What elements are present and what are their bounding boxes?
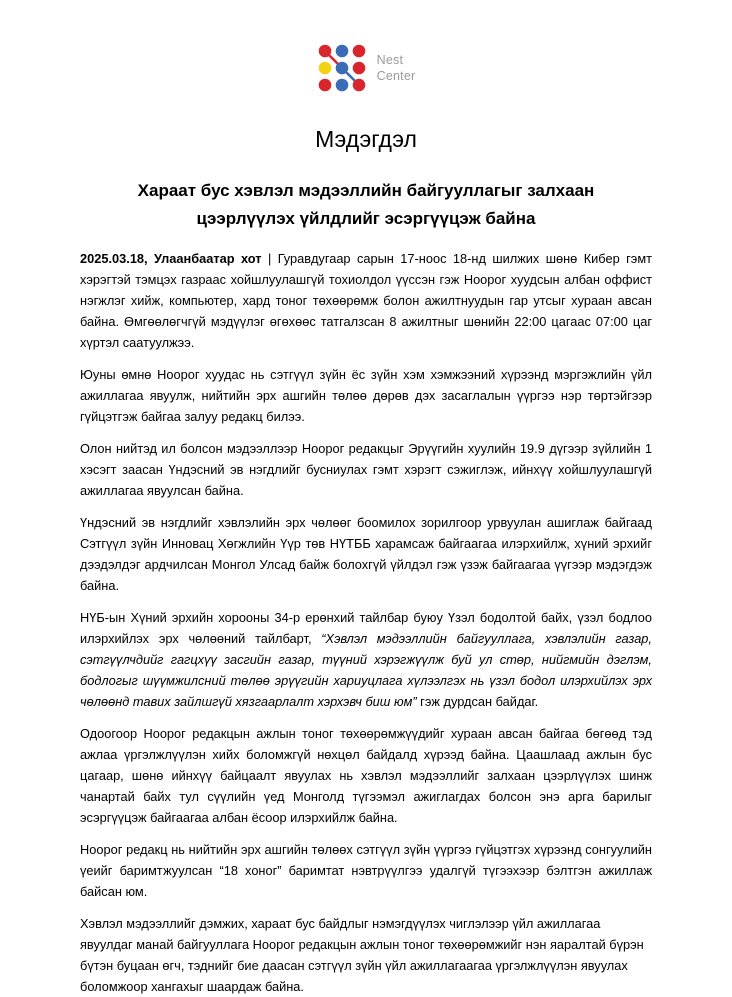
paragraph-5: [80, 607, 652, 712]
paragraph-7-text: Ноорог редакц нь нийтийн эрх ашгийн төлөөх сэтгүүл зүйн үүргээ гүйцэтгэх хүрээнд сонгуулийн үеийг баримтжуулсан “18 хоног” баримтат нэвтрүүлгээ удалгүй түгээхээр бэлтгэн ажиллаж байсан юм.: [80, 842, 652, 899]
paragraph-5-quote: “Хэвлэл мэдээллийн байгууллага, хэвлэлийн газар, сэтгүүлчдийг гагцхүү засгийн газар, түүний хэрэгжүүлж буй ул стөр, нийгмийн дэглэм, бодлогыг шүүмжилсний төлөө эрүүгийн хариуцлага хүлээлгэх нь үзэл бодол илэрхийлэх эрх чөлөөнд тавих зайлшгүй хязгаарлалт хэрхэвч биш юм”: [80, 631, 652, 709]
logo-wordmark-line1: Nest: [376, 52, 404, 67]
paragraph-2-text: Юуны өмнө Ноорог хуудас нь сэтгүүл зүйн ёс зүйн хэм хэмжээний хүрээнд мэргэжлийн үйл ажиллагаа явуулж, нийтийн эрх ашгийн төлөө дөрөв дэх засаглалын үүргээ нэр төртэйгээр гүйцэтгэж байгаа залуу редакц билээ.: [80, 367, 652, 424]
document-body: [0, 248, 732, 997]
paragraph-1: [80, 248, 652, 353]
page-subtitle: Хараат бус хэвлэл мэдээллийн байгууллагыг залхаан цээрлүүлэх үйлдлийг эсэргүүцэж байна: [137, 181, 595, 228]
nest-center-logo: [0, 0, 732, 93]
logo-wordmark-line2: Center: [376, 69, 416, 83]
paragraph-4-text: Үндэсний эв нэгдлийг хэвлэлийн эрх чөлөөг боомилох зорилгоор урвуулан ашиглаж байгаад Сэтгүүл зүйн Инновац Хөгжлийн Үүр төв НҮТББ харамсаж байгаагаа илэрхийлж, хүний эрхийг дээдэлдэг ардчилсан Монгол Улсад байж болохгүй үйлдэл гэж үзэж байгаагаа үүгээр мэдэгдэж байна.: [80, 515, 652, 593]
paragraph-3: [80, 438, 652, 501]
paragraph-8: [80, 913, 652, 997]
paragraph-5-after-quote: гэж дурдсан байдаг.: [416, 694, 539, 709]
paragraph-3-text: Олон нийтэд ил болсон мэдээллээр Ноорог редакцыг Эрүүгийн хуулийн 19.9 дүгээр зүйлийн 1 хэсэгт заасан Үндэсний эв нэгдлийг бусниулах гэмт хэрэгт сэжиглэж, ийнхүү хойшлуулашгүй ажиллагаа явуулсан байна.: [80, 441, 652, 498]
page-title: Мэдэгдэл: [315, 126, 417, 152]
paragraph-1-text: Гуравдугаар сарын 17-ноос 18-нд шилжих шөнө Кибер гэмт хэрэгтэй тэмцэх газраас хойшлуулашгүй тохиолдол үүссэн гэж Ноорог хуудсын албан оффист нэгжлэг хийж, компьютер, хард тоног төхөөрөмж болон ажилтнуудын гар утсыг хураан авсан байна. Өмгөөлөгчгүй мэдүүлэг өгөхөөс татгалзсан 8 ажилтныг шөнийн 22:00 цагаас 07:00 цаг хүртэл саатуулжээ.: [80, 251, 652, 350]
logo-dots-icon: [317, 43, 367, 93]
paragraph-1-separator: |: [261, 251, 278, 266]
paragraph-1-dateline: 2025.03.18, Улаанбаатар хот: [80, 251, 262, 266]
paragraph-6-text: Одоогоор Ноорог редакцын ажлын тоног төхөөрөмжүүдийг хураан авсан байгаа бөгөөд тэд ажлаа үргэлжлүүлэн хийх боломжгүй нөхцөл байдалд хүрээд байна. Цаашлаад ажлын бус цагаар, шөнө ийнхүү байцаалт явуулах нь хэвлэл мэдээллийг залхаан цээрлүүлэх шинж чанартай байх тул сүүлийн үед Монголд түгээмэл ажиглагдах болсон энэ арга барилыг эсэргүүцэж байгаагаа албан ёсоор илэрхийлж байна.: [80, 726, 652, 825]
paragraph-5-text: НҮБ-ын Хүний эрхийн хорооны 34-р ерөнхий тайлбар буюу Үзэл бодолтой байх, үзэл бодлоо илэрхийлэх эрх чөлөөний тайлбарт,: [80, 610, 652, 646]
logo-wordmark: [377, 52, 416, 85]
paragraph-8-text: Хэвлэл мэдээллийг дэмжих, хараат бус байдлыг нэмэгдүүлэх чиглэлээр үйл ажиллагаа явуулдаг манай байгууллага Ноорог редакцын ажлын тоног төхөөрөмжийг нэн яаралтай бүрэн бүтэн буцаан өгч, тэднийг бие даасан сэтгүүл зүйн үйл ажиллагаагаа үргэлжлүүлэн явуулах боломжоор хангахыг шаардаж байна.: [80, 916, 644, 994]
paragraph-4: [80, 512, 652, 596]
paragraph-7: [80, 839, 652, 902]
paragraph-2: [80, 364, 652, 427]
paragraph-6: [80, 723, 652, 828]
